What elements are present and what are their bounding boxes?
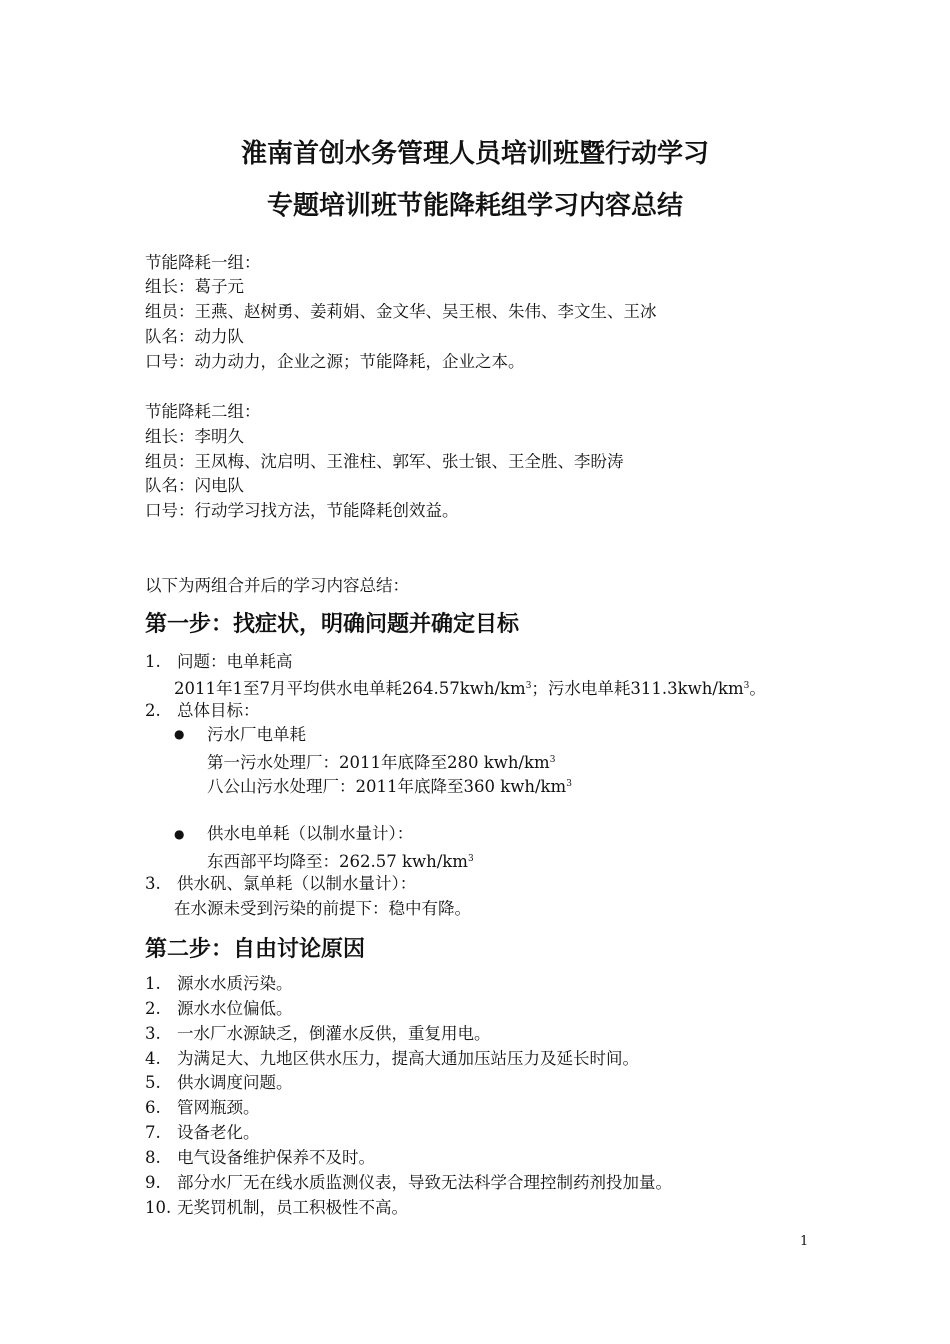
- list-item: [145, 1197, 408, 1219]
- document-title-line1: 淮南首创水务管理人员培训班暨行动学习: [240, 139, 709, 169]
- item-text: 源水水质污染。: [177, 974, 293, 993]
- detail-part: 第一污水处理厂：2011年底降至280 kwh/km: [207, 753, 550, 772]
- detail-part: 东西部平均降至：262.57 kwh/km: [207, 852, 468, 871]
- sub1-line1: [207, 749, 555, 774]
- item-number: 5.: [145, 1073, 161, 1092]
- intro-text: 以下为两组合并后的学习内容总结：: [145, 576, 409, 595]
- item-number: 1.: [145, 974, 161, 993]
- item-text: 总体目标：: [177, 701, 260, 720]
- list-item: [145, 1172, 672, 1194]
- superscript: 3: [743, 681, 750, 691]
- item-text: 为满足大、九地区供水压力，提高大通加压站压力及延长时间。: [177, 1049, 639, 1068]
- item-number: 1.: [145, 652, 161, 671]
- item-text: 源水水位偏低。: [177, 999, 293, 1018]
- item-text: 供水调度问题。: [177, 1073, 293, 1092]
- step2-heading: 第二步：自由讨论原因: [145, 937, 366, 962]
- item-number: 4.: [145, 1049, 161, 1068]
- group1-team: 队名：动力队: [145, 327, 244, 346]
- item-text: 无奖罚机制，员工积极性不高。: [177, 1198, 408, 1217]
- group2-team: 队名：闪电队: [145, 476, 244, 495]
- item-text: 管网瓶颈。: [177, 1098, 260, 1117]
- item-number: 2.: [145, 999, 161, 1018]
- group1-name: 节能降耗一组：: [145, 253, 261, 272]
- group2-leader: 组长：李明久: [145, 427, 244, 446]
- bullet-icon: ●: [174, 727, 185, 741]
- item-number: 10.: [145, 1198, 172, 1217]
- step1-item3: [145, 873, 416, 895]
- step1-item2: [145, 700, 260, 722]
- list-item: [145, 1097, 260, 1119]
- sub2-label: 供水电单耗（以制水量计）：: [207, 824, 414, 843]
- group2-members: 组员：王凤梅、沈启明、王淮柱、郭军、张士银、王全胜、李盼涛: [145, 452, 624, 471]
- item-number: 8.: [145, 1148, 161, 1167]
- detail-part: 。: [749, 679, 766, 698]
- list-item: [145, 1048, 639, 1070]
- bullet-icon: ●: [174, 827, 185, 841]
- step1-item1-detail: [174, 675, 766, 700]
- item-text: 问题：电单耗高: [177, 652, 293, 671]
- list-item: [145, 973, 293, 995]
- list-item: [145, 998, 293, 1020]
- superscript: 3: [525, 681, 532, 691]
- page-number: 1: [800, 1234, 809, 1249]
- detail-part: 2011年1至7月平均供水电单耗264.57kwh/km: [174, 679, 526, 698]
- list-item: [145, 1147, 375, 1169]
- item-number: 3.: [145, 874, 161, 893]
- item-text: 一水厂水源缺乏，倒灌水反供，重复用电。: [177, 1024, 491, 1043]
- step1-heading: 第一步：找症状，明确问题并确定目标: [145, 612, 520, 637]
- step1-item3-detail: 在水源未受到污染的前提下：稳中有降。: [174, 899, 471, 918]
- superscript: 3: [549, 755, 556, 765]
- item-text: 电气设备维护保养不及时。: [177, 1148, 375, 1167]
- group1-leader: 组长：葛子元: [145, 277, 244, 296]
- group2-slogan: 口号：行动学习找方法，节能降耗创效益。: [145, 501, 459, 520]
- item-number: 2.: [145, 701, 161, 720]
- item-number: 6.: [145, 1098, 161, 1117]
- detail-part: 八公山污水处理厂：2011年底降至360 kwh/km: [207, 777, 567, 796]
- superscript: 3: [467, 854, 474, 864]
- detail-part: ；污水电单耗311.3kwh/km: [531, 679, 744, 698]
- list-item: [145, 1122, 260, 1144]
- document-title-line2: 专题培训班节能降耗组学习内容总结: [266, 191, 683, 221]
- item-number: 3.: [145, 1024, 161, 1043]
- list-item: [145, 1072, 293, 1094]
- sub2-line1: [207, 848, 474, 873]
- item-number: 7.: [145, 1123, 161, 1142]
- item-text: 供水矾、氯单耗（以制水量计）：: [177, 874, 417, 893]
- list-item: [145, 1023, 491, 1045]
- group2-name: 节能降耗二组：: [145, 402, 261, 421]
- superscript: 3: [566, 779, 572, 789]
- group1-members: 组员：王燕、赵树勇、姜莉娟、金文华、吴王根、朱伟、李文生、王冰: [145, 302, 657, 321]
- item-text: 部分水厂无在线水质监测仪表，导致无法科学合理控制药剂投加量。: [177, 1173, 672, 1192]
- sub1-label: 污水厂电单耗: [207, 725, 306, 744]
- item-text: 设备老化。: [177, 1123, 260, 1142]
- group1-slogan: 口号：动力动力，企业之源；节能降耗，企业之本。: [145, 352, 525, 371]
- step1-item1: [145, 651, 293, 673]
- item-number: 9.: [145, 1173, 161, 1192]
- sub1-line2: [207, 773, 572, 798]
